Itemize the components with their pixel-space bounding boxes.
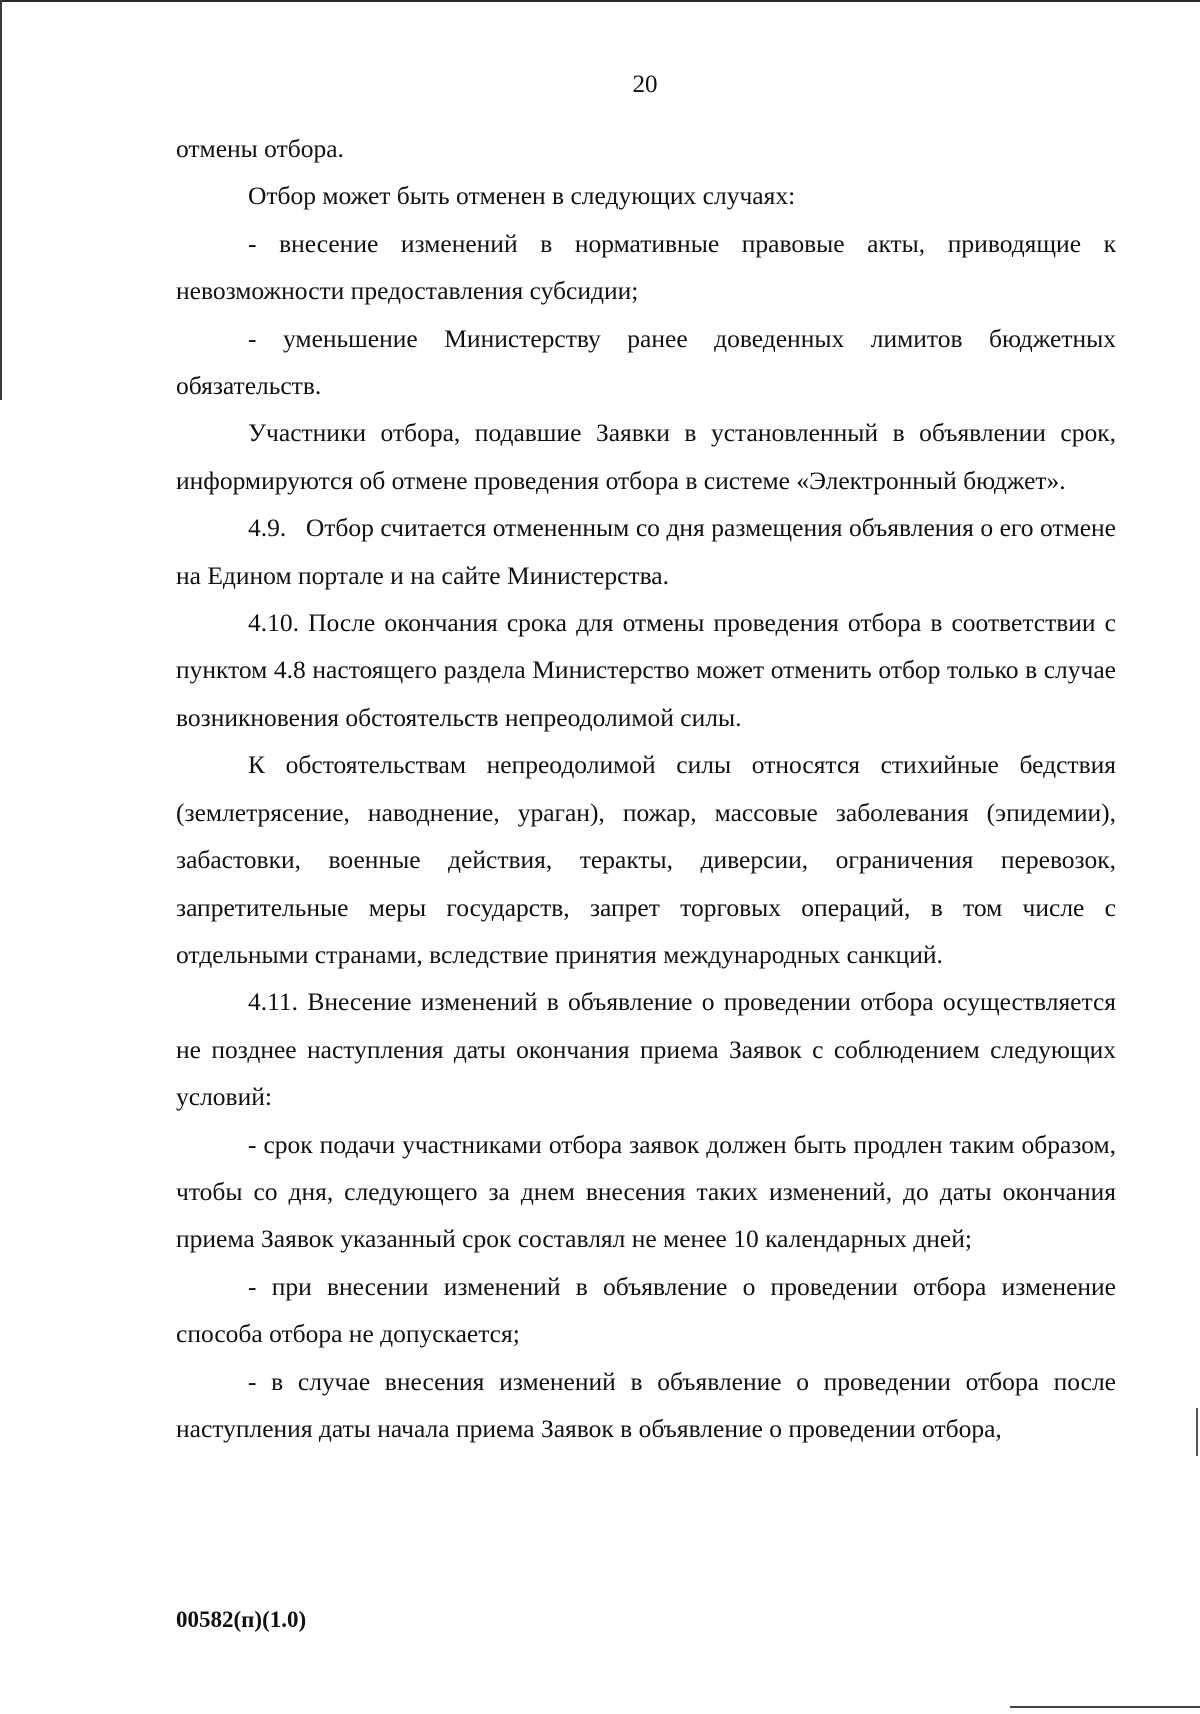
body-text (176, 125, 1123, 1452)
list-item: - при внесении изменений в объявление о проведении отбора изменение способа отбора не допускается; (176, 1271, 1116, 1349)
clause-4-10: 4.10. После окончания срока для отмены проведения отбора в соответствии с пунктом 4.8 настоящего раздела Министерство может отменить отбор только в случае возникновения обстоятельств непреодолимой силы. (176, 608, 1116, 732)
scan-edge-top (0, 0, 1200, 2)
list-item: - уменьшение Министерству ранее доведенных лимитов бюджетных обязательств. (176, 323, 1116, 401)
paragraph: отмены отбора. (176, 134, 344, 163)
paragraph: Участники отбора, подавшие Заявки в установленный в объявлении срок, информируются об отмене проведения отбора в системе «Электронный бюджет». (176, 418, 1116, 495)
list-item: - в случае внесения изменений в объявление о проведении отбора после наступления даты начала приема Заявок в объявление о проведении отбора, (176, 1366, 1116, 1443)
page-number: 20 (632, 71, 658, 98)
list-item: - срок подачи участниками отбора заявок должен быть продлен таким образом, чтобы со дня, следующего за днем внесения таких изменений, до даты окончания приема Заявок указанный срок составлял не менее 10 календарных дней; (176, 1129, 1116, 1254)
list-item: - внесение изменений в нормативные правовые акты, приводящие к невозможности предоставления субсидии; (176, 228, 1116, 306)
scan-mark-bottom (1010, 1706, 1200, 1708)
paragraph: К обстоятельствам непреодолимой силы относятся стихийные бедствия (землетрясение, наводнение, ураган), пожар, массовые заболевания (эпидемии), забастовки, военные действия, теракты, диверсии, ограничения перевозок, запретительные меры государств, запрет торговых операций, в том числе с отдельными странами, вследствие принятия международных санкций. (176, 750, 1116, 969)
clause-4-11: 4.11. Внесение изменений в объявление о проведении отбора осуществляется не позднее наступления даты окончания приема Заявок с соблюдением следующих условий: (176, 987, 1116, 1112)
paragraph: Отбор может быть отменен в следующих случаях: (248, 181, 796, 211)
document-code: 00582(п)(1.0) (176, 1607, 307, 1632)
scan-edge-left (0, 0, 2, 400)
scan-mark-right (1196, 1408, 1198, 1456)
clause-4-9: 4.9. Отбор считается отмененным со дня размещения объявления о его отмене на Едином портале и на сайте Министерства. (176, 513, 1123, 590)
